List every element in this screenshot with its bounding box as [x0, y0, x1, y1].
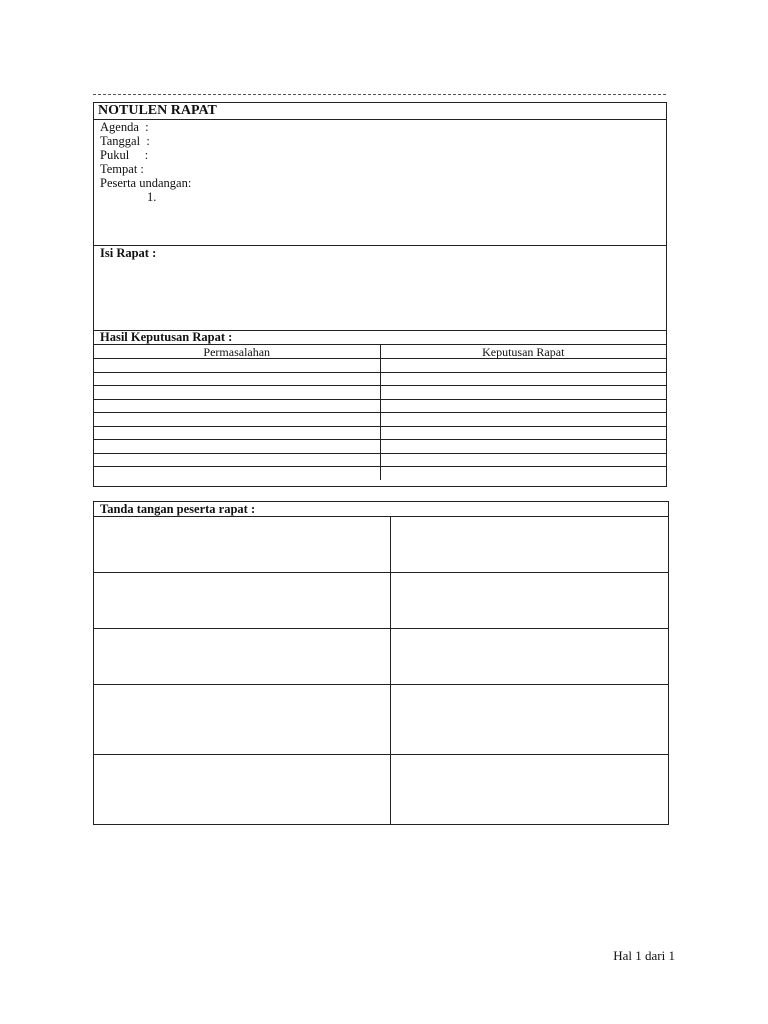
time-field: Pukul :	[100, 148, 149, 162]
signature-grid	[94, 517, 668, 824]
decision-cell	[380, 467, 666, 481]
decision-cell	[380, 440, 666, 454]
signature-section	[93, 501, 669, 825]
document-title: NOTULEN RAPAT	[94, 103, 666, 120]
issue-cell	[94, 426, 380, 440]
page-number: Hal 1 dari 1	[613, 948, 675, 963]
minutes-form	[93, 102, 667, 487]
decision-cell	[380, 359, 666, 373]
agenda-field: Agenda :	[100, 120, 149, 134]
issue-cell	[94, 359, 380, 373]
decision-cell	[380, 453, 666, 467]
signature-slot	[94, 517, 391, 573]
decision-cell	[380, 372, 666, 386]
signature-slot	[391, 573, 668, 629]
meeting-content-section	[94, 246, 666, 331]
table-row	[94, 467, 666, 481]
issue-column-header: Permasalahan	[94, 345, 380, 359]
signature-slot	[391, 755, 668, 824]
top-dashed-divider	[93, 94, 666, 95]
signature-slot	[94, 685, 391, 755]
decision-column-header: Keputusan Rapat	[380, 345, 666, 359]
table-row	[94, 413, 666, 427]
content-label: Isi Rapat :	[100, 246, 157, 260]
decision-table-header-row	[94, 345, 666, 359]
meeting-info-section	[94, 120, 666, 246]
signature-slot	[391, 629, 668, 685]
invited-participants-field: Peserta undangan:	[100, 176, 192, 190]
signature-slot	[94, 629, 391, 685]
decision-cell	[380, 413, 666, 427]
table-row	[94, 399, 666, 413]
decision-table	[94, 345, 666, 480]
decision-cell	[380, 399, 666, 413]
participant-item: 1.	[147, 190, 157, 204]
decision-cell	[380, 386, 666, 400]
issue-cell	[94, 386, 380, 400]
table-row	[94, 359, 666, 373]
issue-cell	[94, 467, 380, 481]
issue-cell	[94, 453, 380, 467]
table-row	[94, 372, 666, 386]
issue-cell	[94, 399, 380, 413]
date-field: Tanggal :	[100, 134, 150, 148]
signature-slot	[94, 573, 391, 629]
table-row	[94, 440, 666, 454]
table-row	[94, 386, 666, 400]
issue-cell	[94, 440, 380, 454]
signature-slot	[391, 517, 668, 573]
place-field: Tempat :	[100, 162, 144, 176]
table-row	[94, 426, 666, 440]
decision-cell	[380, 426, 666, 440]
signature-label: Tanda tangan peserta rapat :	[94, 502, 668, 517]
signature-slot	[94, 755, 391, 824]
decision-section-label: Hasil Keputusan Rapat :	[94, 331, 666, 345]
signature-slot	[391, 685, 668, 755]
issue-cell	[94, 372, 380, 386]
issue-cell	[94, 413, 380, 427]
table-row	[94, 453, 666, 467]
